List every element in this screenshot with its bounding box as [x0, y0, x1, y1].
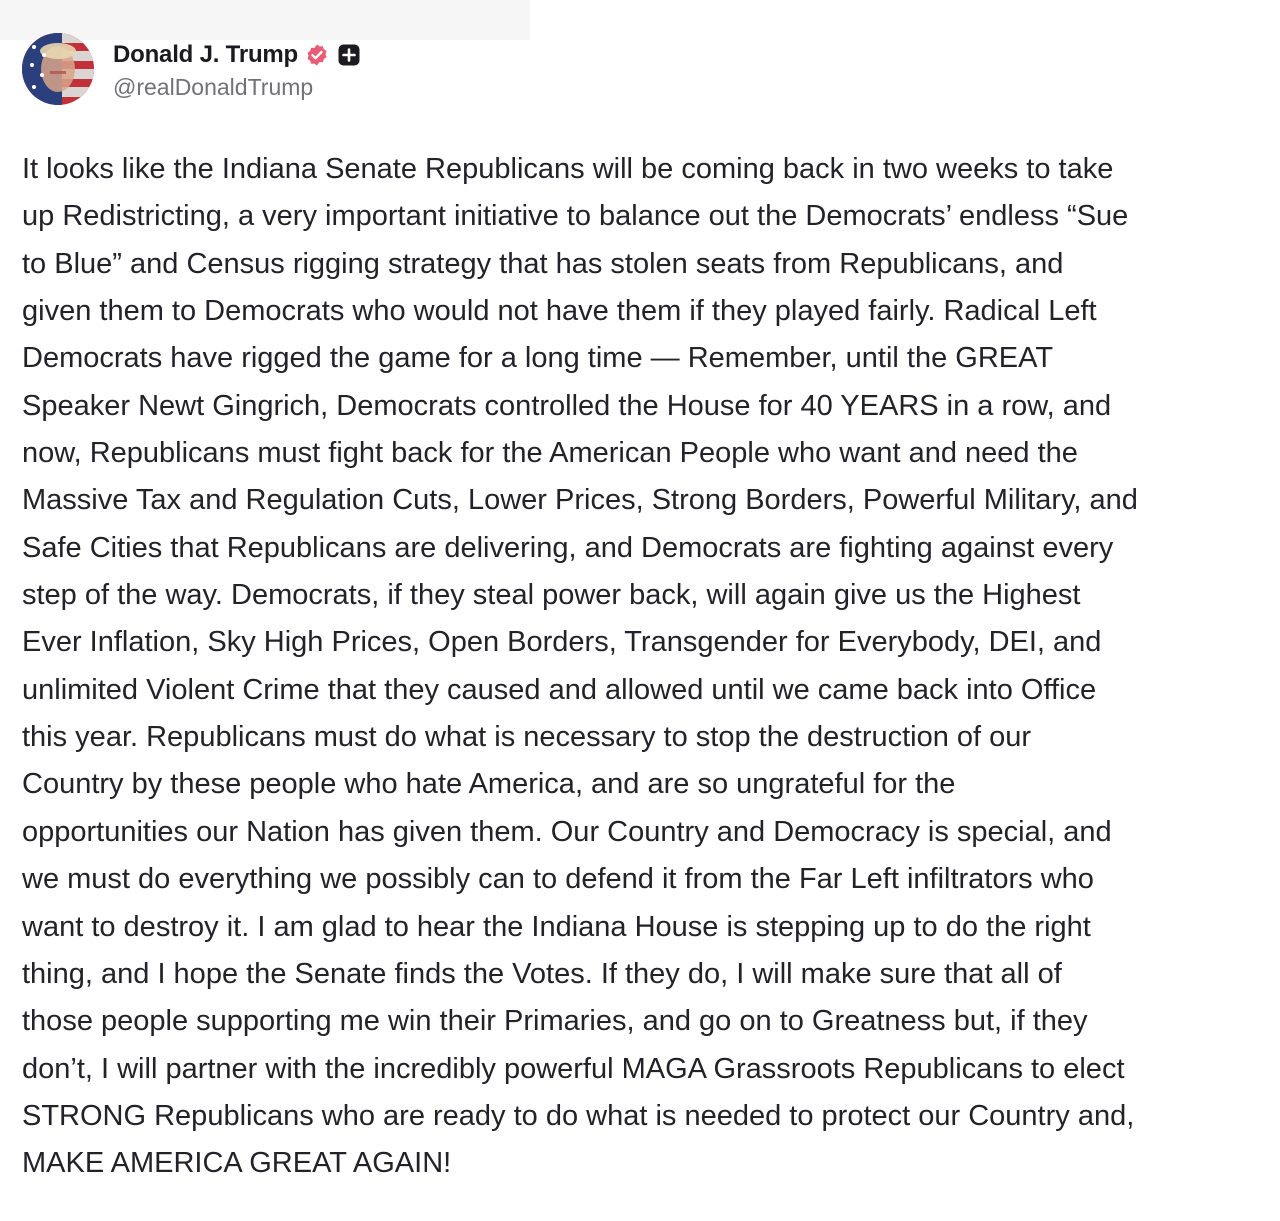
post-body-line: opportunities our Nation has given them. Our Country and Democracy is special, and [22, 815, 1112, 848]
post-body-line: step of the way. Democrats, if they steal power back, will again give us the Highest [22, 579, 1081, 612]
avatar-image [22, 33, 94, 105]
post-body-line: up Redistricting, a very important initiative to balance out the Democrats’ endless “Sue [22, 200, 1129, 233]
post-body-line: this year. Republicans must do what is necessary to stop the destruction of our [22, 721, 1032, 754]
post-body-line: we must do everything we possibly can to defend it from the Far Left infiltrators who [22, 863, 1094, 896]
author-handle[interactable]: @realDonaldTrump [113, 74, 314, 100]
post-body-line: those people supporting me win their Primaries, and go on to Greatness but, if they [22, 1005, 1088, 1038]
verified-badge-icon [305, 43, 329, 67]
post-body-line: MAKE AMERICA GREAT AGAIN! [22, 1147, 452, 1180]
post-body-line: thing, and I hope the Senate finds the Votes. If they do, I will make sure that all of [22, 957, 1062, 990]
post-body-line: Country by these people who hate America, and are so ungrateful for the [22, 768, 956, 801]
post-body-line: Democrats have rigged the game for a long time — Remember, until the GREAT [22, 342, 1054, 375]
post-body-line: to Blue” and Census rigging strategy that has stolen seats from Republicans, and [22, 247, 1064, 280]
plus-badge-icon [337, 43, 361, 67]
post-body-line: Ever Inflation, Sky High Prices, Open Borders, Transgender for Everybody, DEI, and [22, 626, 1102, 659]
author-info [113, 37, 361, 101]
display-name[interactable]: Donald J. Trump [113, 41, 299, 68]
name-row [113, 37, 361, 73]
post-body-line: unlimited Violent Crime that they caused and allowed until we came back into Office [22, 673, 1097, 706]
avatar[interactable] [22, 33, 94, 105]
post-body-line: STRONG Republicans who are ready to do what is needed to protect our Country and, [22, 1099, 1135, 1132]
post-body [22, 146, 1272, 1188]
post-body-line: It looks like the Indiana Senate Republicans will be coming back in two weeks to take [22, 153, 1114, 185]
post-body-line: Speaker Newt Gingrich, Democrats controlled the House for 40 YEARS in a row, and [22, 389, 1112, 422]
post-body-line: Massive Tax and Regulation Cuts, Lower Prices, Strong Borders, Powerful Military, and [22, 484, 1138, 517]
post-body-line: Safe Cities that Republicans are delivering, and Democrats are fighting against every [22, 531, 1114, 564]
post-body-line: given them to Democrats who would not have them if they played fairly. Radical Left [22, 295, 1097, 328]
post-header [22, 32, 361, 106]
post-body-line: now, Republicans must fight back for the American People who want and need the [22, 437, 1078, 470]
post-body-line: don’t, I will partner with the incredibly powerful MAGA Grassroots Republicans to elect [22, 1052, 1125, 1085]
post-body-line: want to destroy it. I am glad to hear the Indiana House is stepping up to do the right [22, 910, 1091, 943]
